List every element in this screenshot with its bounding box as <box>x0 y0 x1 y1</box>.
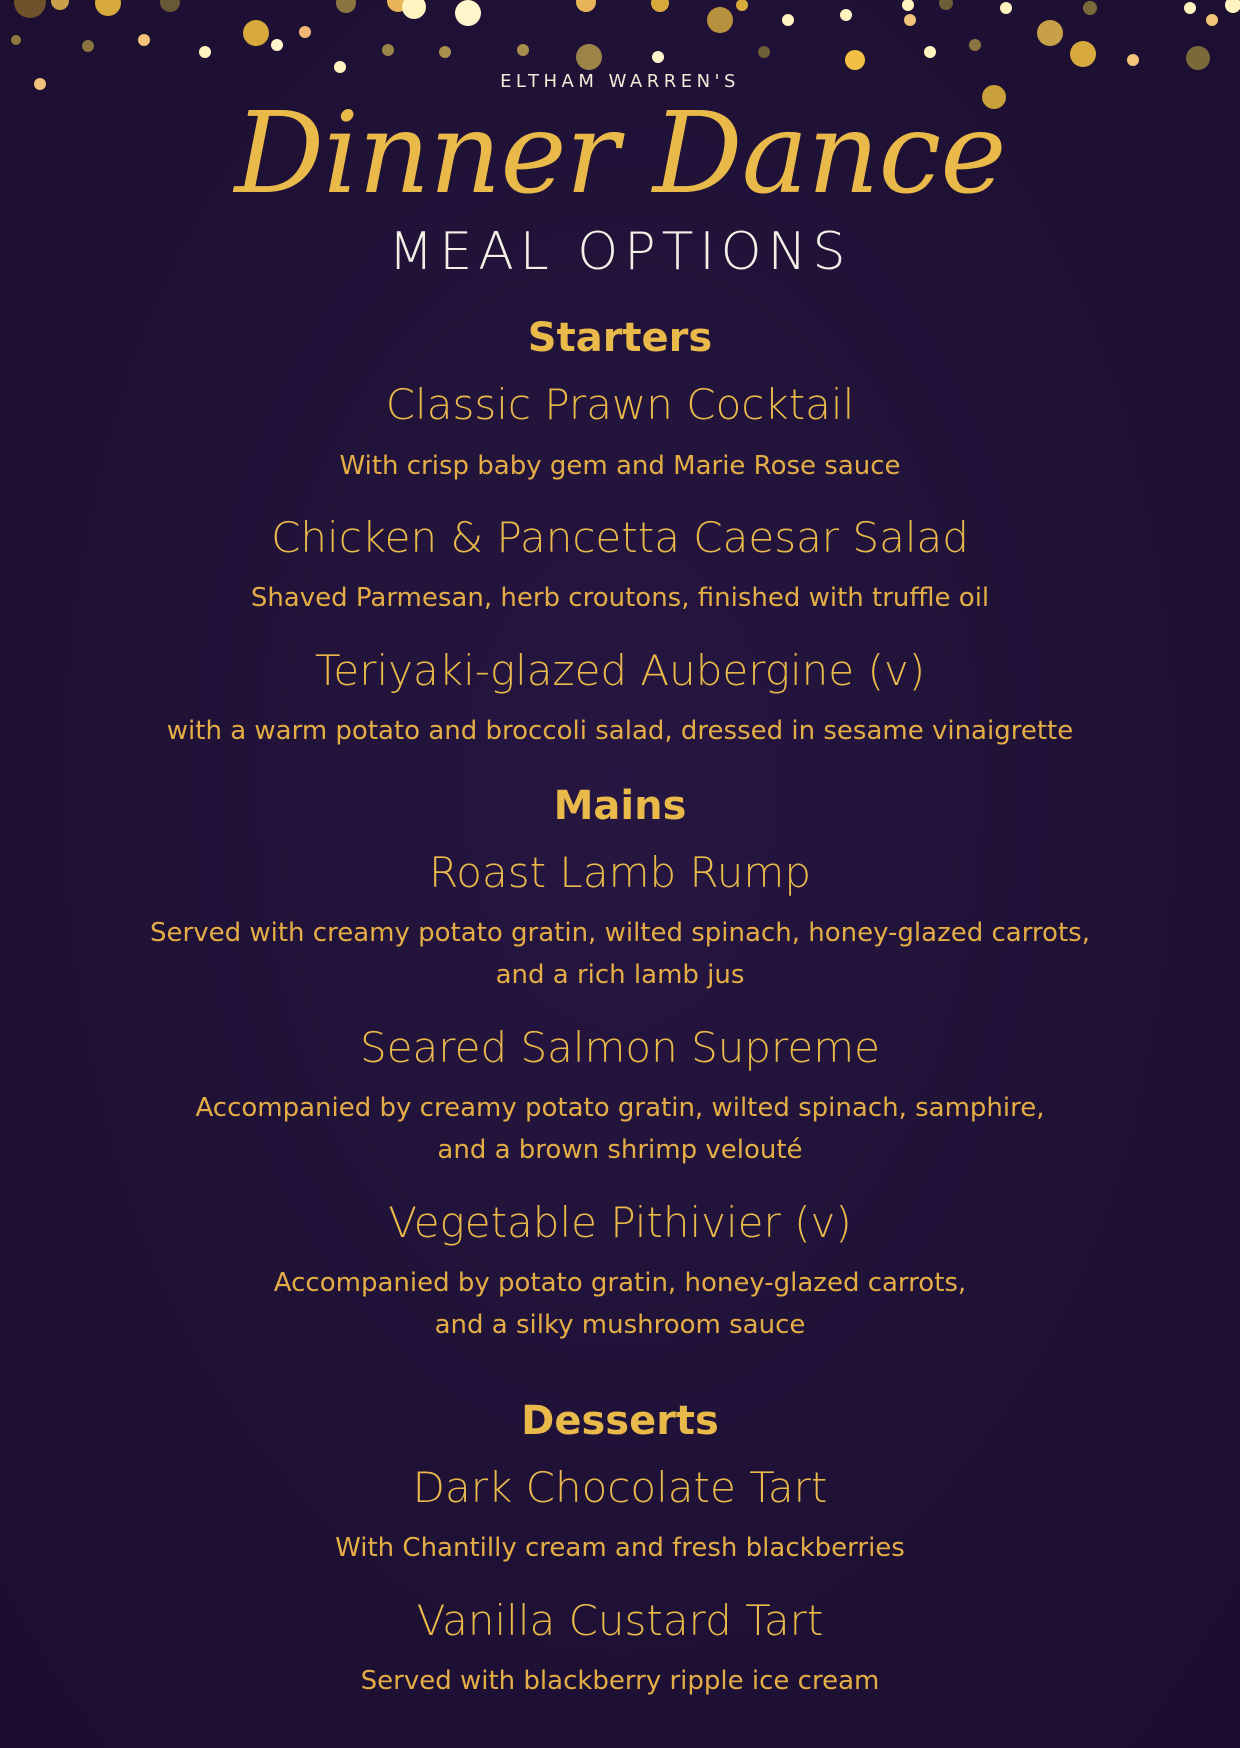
dish-name: Roast Lamb Rump <box>429 848 811 897</box>
dish-name: Teriyaki-glazed Aubergine (v) <box>314 646 926 695</box>
dish-description: Accompanied by potato gratin, honey-glazed carrots, <box>273 1268 967 1298</box>
page-title: Dinner Dance <box>234 89 1006 219</box>
dish-description: and a brown shrimp velouté <box>437 1135 803 1165</box>
dish-description: With crisp baby gem and Marie Rose sauce <box>339 451 901 481</box>
dish-name: Dark Chocolate Tart <box>412 1463 828 1512</box>
section-heading-starters: Starters <box>527 315 713 361</box>
dish-description: Shaved Parmesan, herb croutons, finished with truffle oil <box>250 583 990 613</box>
dish-description: with a warm potato and broccoli salad, dressed in sesame vinaigrette <box>166 716 1074 746</box>
dish-name: Vanilla Custard Tart <box>416 1596 824 1645</box>
section-heading-mains: Mains <box>553 783 687 829</box>
dish-name: Vegetable Pithivier (v) <box>388 1198 852 1247</box>
page-subtitle: MEAL OPTIONS <box>388 222 852 282</box>
dish-description: and a rich lamb jus <box>495 960 745 990</box>
dish-description: Served with creamy potato gratin, wilted spinach, honey-glazed carrots, <box>150 918 1090 948</box>
dish-description: Served with blackberry ripple ice cream <box>360 1666 880 1696</box>
dish-name: Seared Salmon Supreme <box>360 1023 880 1072</box>
dish-name: Classic Prawn Cocktail <box>385 380 855 429</box>
dish-description: Accompanied by creamy potato gratin, wilted spinach, samphire, <box>195 1093 1045 1123</box>
host-name: ELTHAM WARREN'S <box>500 71 740 92</box>
dish-description: and a silky mushroom sauce <box>434 1310 806 1340</box>
dish-description: With Chantilly cream and fresh blackberries <box>335 1533 905 1563</box>
section-heading-desserts: Desserts <box>521 1398 719 1444</box>
dish-name: Chicken & Pancetta Caesar Salad <box>271 513 969 562</box>
